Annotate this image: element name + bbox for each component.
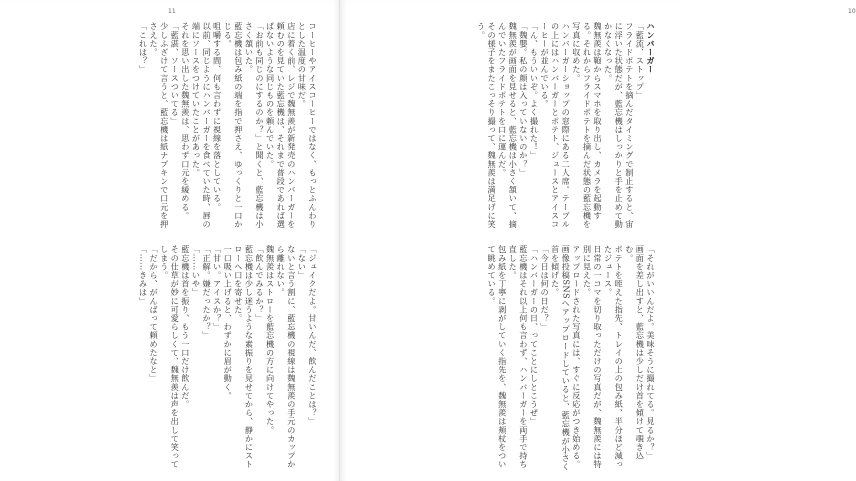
text-line: 藍忘機はそれ以上何も言わず、ハンバーガーを両手で持ち直した。	[508, 245, 529, 469]
text-line: 「飲んでみるか？」	[255, 245, 266, 323]
text-line: 魏無羨は鞄からスマホを取り出し、カメラを起動する。それからフライドポテトを摘んだ状態の藍忘機を写真に収めた。	[571, 22, 604, 229]
text-line: 魏無羨はストローを藍忘機の方に向けてやった。	[265, 245, 276, 435]
text-line: 「甘い。アイスか？」	[212, 245, 223, 331]
text-line: 店に着く前、レジで魏無羨が新発売のハンバーガーを頼むのを見ていた藍忘機は、それまで普段であれば選ばないような同じものを頼んでいた。	[265, 22, 297, 229]
text-line: コーヒーやアイスコーヒーではなく、もっとふんわりとした温度の甘味だ。	[297, 22, 318, 229]
text-line: 画面を差し出すと、藍忘機は少しだけ首を傾けて覗き込む。	[624, 245, 646, 460]
text-line: フライドポテトを摘んだタイミングで制止すると、宙に浮いた状態だが、藍忘機はしっかりと手を止めて動かなくなった。	[603, 22, 635, 229]
text-line: 「これは？」	[138, 22, 149, 74]
text-line: 「……きみは」	[138, 245, 149, 306]
text-line: 魏無羨が画面を見せると、藍忘機は小さく頷いて、摘んでいたフライドポテトを口に運んだ。	[497, 22, 519, 229]
text-line: 「藍湛、ソースついてる」	[170, 22, 181, 126]
text-line: ないと言う割に、藍忘機の視線は魏無羨の手元のカップから離れない。	[276, 245, 297, 469]
text-line: ハンバーガーショップの窓際にある二人席。テーブルの上にはハンバーガーとポテト、ジュースとアイスコーヒーが並んでいる。	[540, 22, 572, 229]
text-line: ポテトを咥えた指先、トレイの上の包み紙、半分ほど減ったジュース。	[603, 245, 625, 469]
text-line: 咀嚼する間、何も言わずに視線を落としている。	[212, 22, 223, 212]
text-line: 「ハンバーガーの日、ってことにしとこうぜ」	[529, 245, 540, 426]
text-line: 藍忘機は首を振り、もう一口だけ飲んだ。	[180, 245, 191, 409]
page-number-left: 11	[168, 8, 176, 15]
text-line: 一口吸い上げると、わずかに眉が動く。	[223, 245, 234, 400]
text-line: その様子をまたこっそり撮って、魏無羨は満足げに笑う。	[476, 22, 498, 229]
text-line: 画像投稿SNSへアップロードしていると、藍忘機が小さく首を傾げた。	[550, 245, 572, 471]
left-page-bottom-text	[26, 245, 318, 475]
text-line: 藍忘機は少し迷うような素振りを見せてから、静かにストローへ口を寄せた。	[233, 245, 255, 469]
left-page-top-text	[26, 22, 318, 230]
text-line: 包み紙を丁寧に剥がしていく指先を、魏無羨は頬杖をついて眺めている。	[487, 245, 508, 469]
text-line: 「それがいいんだよ。美味そうに撮れてる。見るか？」	[646, 245, 656, 460]
text-line: 「今日は何の日だ？」	[540, 245, 551, 331]
chapter-title: ハンバーガー	[646, 22, 656, 74]
text-line: それを思い出した魏無羨は、思わず口元を緩める。	[180, 22, 191, 220]
right-page-top-text	[364, 22, 656, 230]
text-line: 「ない」	[297, 245, 308, 280]
text-line: 「魏嬰。私の顔は入っていないのか？」	[518, 22, 529, 177]
text-line: 少しふざけて言うと、藍忘機は紙ナプキンで口元を押さえた。	[149, 22, 170, 229]
text-line: 「藍流、ストップ」	[635, 22, 646, 100]
text-line: 「正解。嫌だったか？」	[202, 245, 213, 340]
text-line: 「……いや」	[191, 245, 202, 297]
text-line: 日常の一コマを切り取っただけの写真だが、魏無羨には特別に見えた。	[582, 245, 604, 469]
text-line: 「お前も同じのにするのか？」と聞くと、藍忘機は小さく頷いた。	[244, 22, 266, 229]
text-line: 藍忘機は包み紙の端を指で押さえ、ゆっくりと一口かじる。	[223, 22, 244, 229]
text-line: 以前、同じようにハンバーガーを食べていた時、唇の端にソースをつけていたことがあった。	[191, 22, 213, 229]
left-page	[0, 0, 340, 481]
text-line: 「だから、がんばって頼めたなと」	[149, 245, 160, 383]
text-line: その仕草が妙に可愛らしくて、魏無羨は声を出して笑ってしまう。	[159, 245, 181, 469]
text-line: 「ん、もういいぞ。よく撮れた！」	[529, 22, 540, 160]
text-line: アップロードされた写真には、すぐに反応がつき始める。	[571, 245, 582, 469]
right-page-bottom-text	[364, 245, 656, 475]
text-line: 「ジュイクだよ。甘いんだ、飲んだことは？」	[308, 245, 318, 426]
page-number-right: 10	[848, 8, 856, 15]
